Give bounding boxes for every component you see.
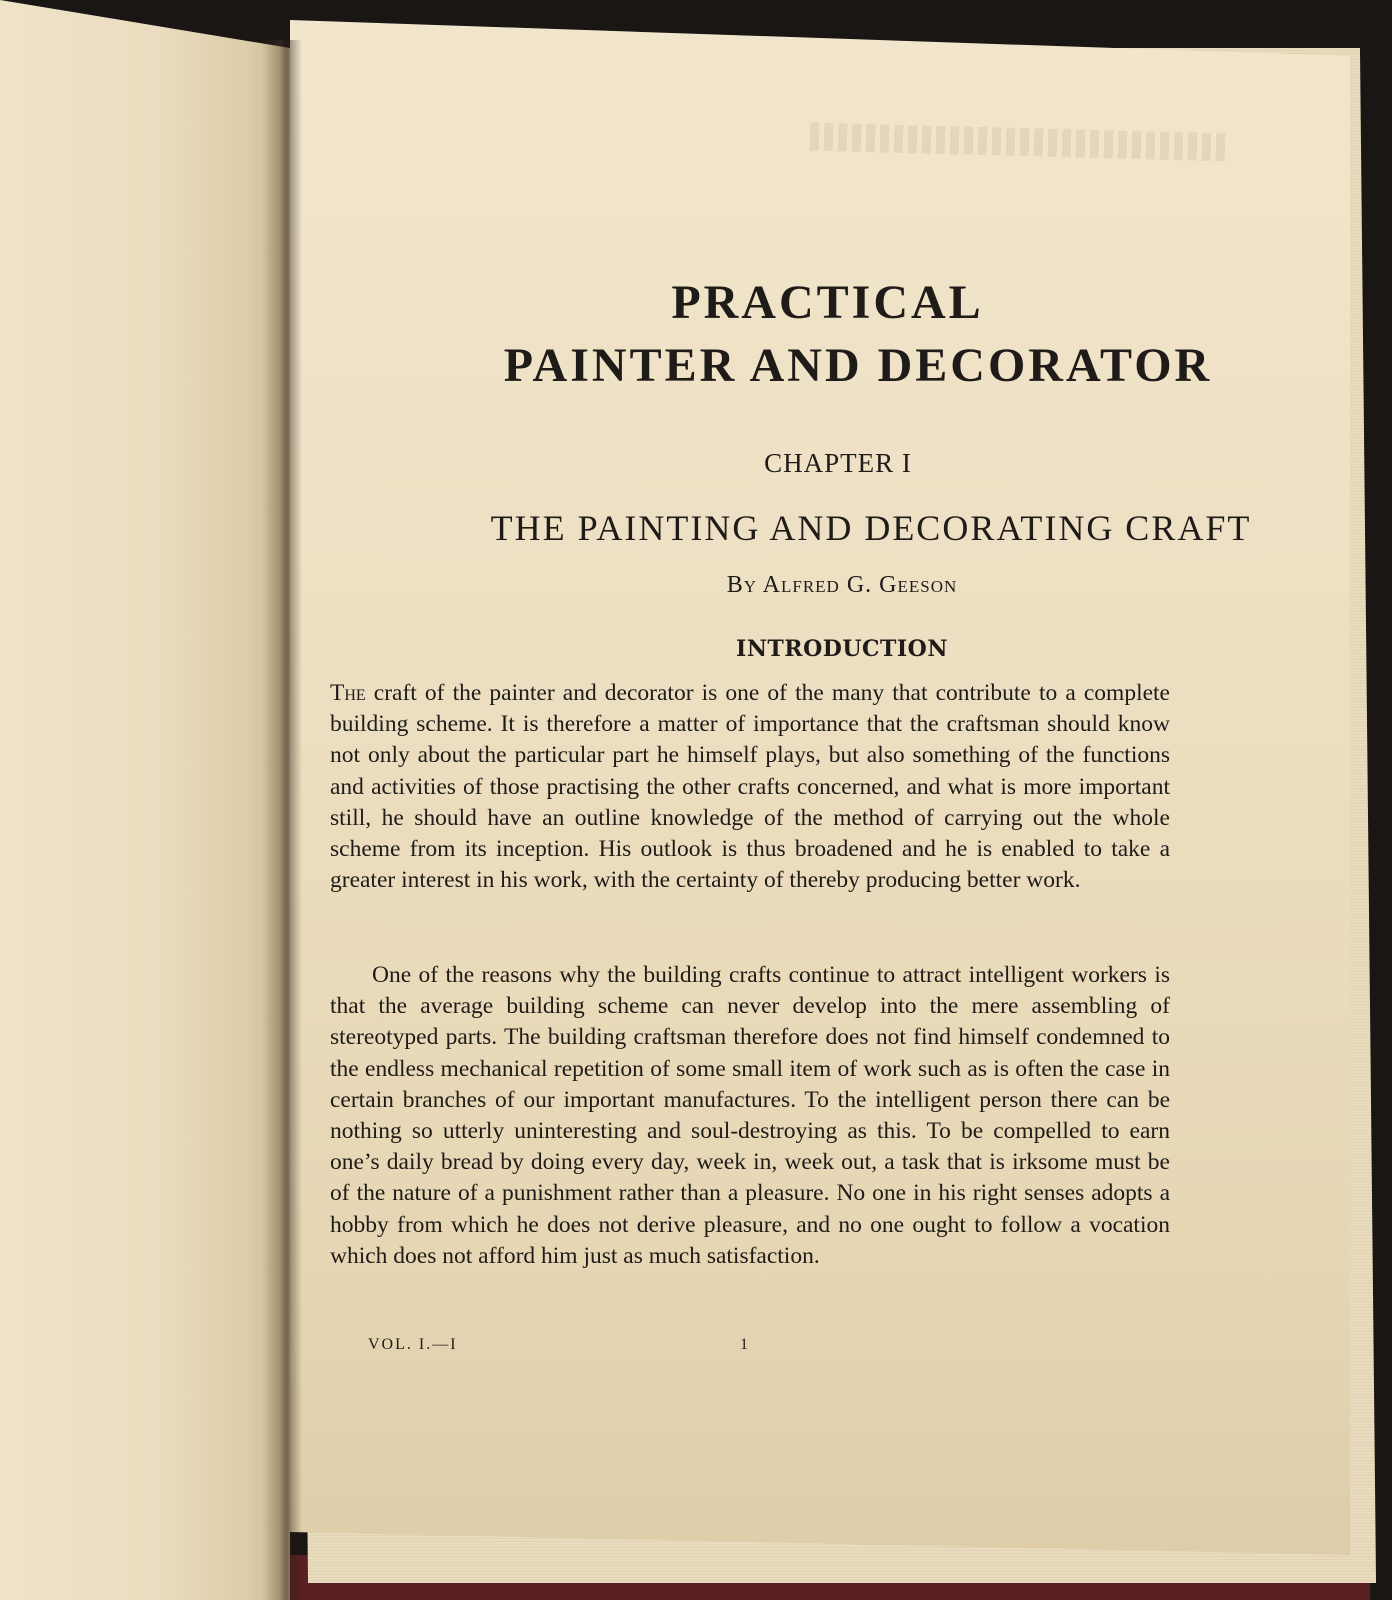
paragraph-1 <box>330 678 1170 896</box>
book-title-line-2: PAINTER AND DECORATOR <box>503 339 1213 392</box>
left-page <box>0 0 290 1600</box>
volume-signature: VOL. I.—I <box>368 1336 458 1353</box>
section-heading: INTRODUCTION <box>736 636 948 662</box>
chapter-title: THE PAINTING AND DECORATING CRAFT <box>490 508 1252 548</box>
page-content <box>290 20 1350 1555</box>
page-number: 1 <box>740 1336 748 1353</box>
author-byline: By Alfred G. Geeson <box>726 572 958 598</box>
book-title-line-1: PRACTICAL <box>671 276 984 329</box>
paragraph-2: One of the reasons why the building crafts continue to attract intelligent workers is that the average building scheme can never develop into the mere assembling of stereotyped parts. The building craftsman therefore does not find himself condemned to the endless mechanical repetition of some small item of work such as is often the case in certain branches of our important manufactures. To the intelligent person there can be nothing so utterly uninteresting and soul-destroying as this. To be compelled to earn one’s daily bread by doing every day, week in, week out, a task that is irksome must be of the nature of a punishment rather than a pleasure. No one in his right senses adopts a hobby from which he does not derive pleasure, and no one ought to follow a vocation which does not afford him just as much satisfaction. <box>330 962 1170 1269</box>
paragraph-1-text: craft of the painter and decorator is one of the many that contribute to a complete building scheme. It is therefore a matter of importance that the craftsman should know not only about the particular part he himself plays, but also something of the functions and activities of those practising the other crafts concerned, and what is more important still, he should have an outline knowledge of the method of carrying out the whole scheme from its inception. His outlook is thus broadened and he is enabled to take a greater interest in his work, with the certainty of thereby producing better work. <box>330 680 1170 894</box>
paragraph-1-lead-word: The <box>330 680 366 706</box>
show-through-text <box>810 123 1231 162</box>
chapter-number: CHAPTER I <box>764 448 912 478</box>
